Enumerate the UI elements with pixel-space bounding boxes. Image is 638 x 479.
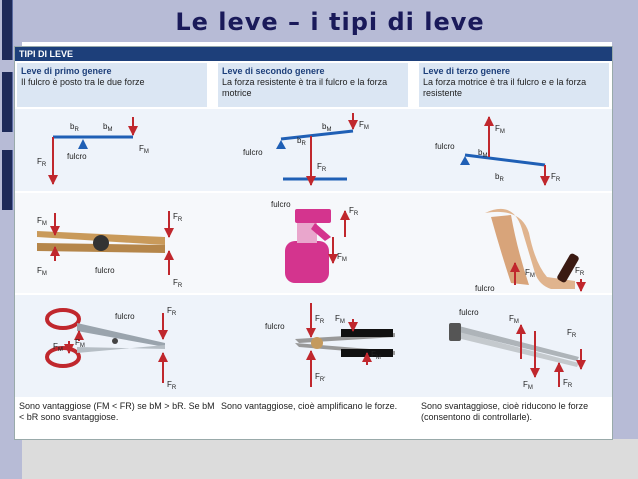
svg-text:fulcro: fulcro [475,284,495,293]
svg-text:FR: $F_R$ [315,314,325,325]
svg-text:FR: $F_R$ [167,306,177,317]
svg-text:fulcro: fulcro [243,148,263,157]
scissors-image [47,310,165,366]
svg-text:FM: $F_M$ [139,144,149,155]
svg-text:FM: $F_M$ [37,266,47,277]
column-desc: La forza resistente è tra il fulcro e la forza motrice [222,77,388,98]
lever-examples-row3 [15,295,612,397]
svg-text:FR: $F_R$ [173,278,183,289]
column-title: Leve di secondo genere [222,66,325,76]
column-header-second [218,63,408,107]
column-title: Leve di primo genere [21,66,112,76]
svg-text:FM: $F_M$ [75,338,85,349]
svg-text:FR: $F_R$ [167,380,177,391]
slide-marker [2,150,13,210]
lever-schematics [15,109,612,191]
svg-text:FM: $F_M$ [371,350,381,361]
slide-marker [2,72,13,132]
svg-text:FM: $F_M$ [335,314,345,325]
svg-text:bR: $b_R$ [70,122,79,133]
svg-text:FR: $F_R$ [317,162,327,173]
svg-text:fulcro: fulcro [265,322,285,331]
svg-text:fulcro: fulcro [115,312,135,321]
svg-text:FR: $F_R$ [563,378,573,389]
spray-bottle-image [285,209,331,283]
svg-text:bR: $b_R$ [297,136,306,147]
svg-text:FM: $F_M$ [525,268,535,279]
column-header-first [17,63,207,107]
svg-text:fulcro: fulcro [95,266,115,275]
clothespin-image [37,231,165,253]
svg-text:FR: $F_R$ [37,157,47,168]
svg-text:FM: $F_M$ [337,252,347,263]
bottom-decorative-strip [22,439,638,479]
svg-text:fulcro: fulcro [459,308,479,317]
slide-marker [2,0,13,60]
svg-text:bR: $b_R$ [495,172,504,183]
table-header: TIPI DI LEVE [15,47,612,61]
slide-title: Le leve – i tipi di leve [175,8,485,36]
svg-text:FM: $F_M$ [509,314,519,325]
caption-first: Sono vantaggiose (FM < FR) se bM > bR. Se bM < bR sono svantaggiose. [19,401,215,422]
right-decorative-strip [612,40,638,479]
svg-text:FR: $F_R$ [567,328,577,339]
caption-second: Sono vantaggiose, cioè amplificano le forze. [221,401,398,411]
svg-text:fulcro: fulcro [67,152,87,161]
caption-third: Sono svantaggiose, cioè riducono le forze (consentono di controllarle). [421,401,589,422]
svg-text:bM: $b_M$ [478,148,488,159]
column-title: Leve di terzo genere [423,66,511,76]
svg-text:FM: $F_M$ [53,342,63,353]
svg-text:FR: $F_R$ [575,266,585,277]
svg-text:FR: $F_R$ [551,172,561,183]
svg-text:FM: $F_M$ [37,216,47,227]
svg-text:FM: $F_M$ [495,124,505,135]
svg-text:fulcro: fulcro [271,200,291,209]
svg-text:FR: $F_R$ [349,206,359,217]
svg-text:FR: $F_R$ [173,212,183,223]
svg-text:bM: $b_M$ [322,122,332,133]
svg-text:bM: $b_M$ [103,122,113,133]
svg-text:FR': $F_{R'}$ [315,372,326,383]
tongs-image [449,323,579,367]
column-header-third [419,63,609,107]
svg-text:FM: $F_M$ [359,120,369,131]
svg-text:fulcro: fulcro [435,142,455,151]
svg-text:FM: $F_M$ [523,380,533,391]
column-desc: Il fulcro è posto tra le due forze [21,77,145,87]
lever-examples-row2 [15,193,612,293]
levers-figure [14,46,613,440]
column-desc: La forza motrice è tra il fulcro e e la forza resistente [423,77,587,98]
